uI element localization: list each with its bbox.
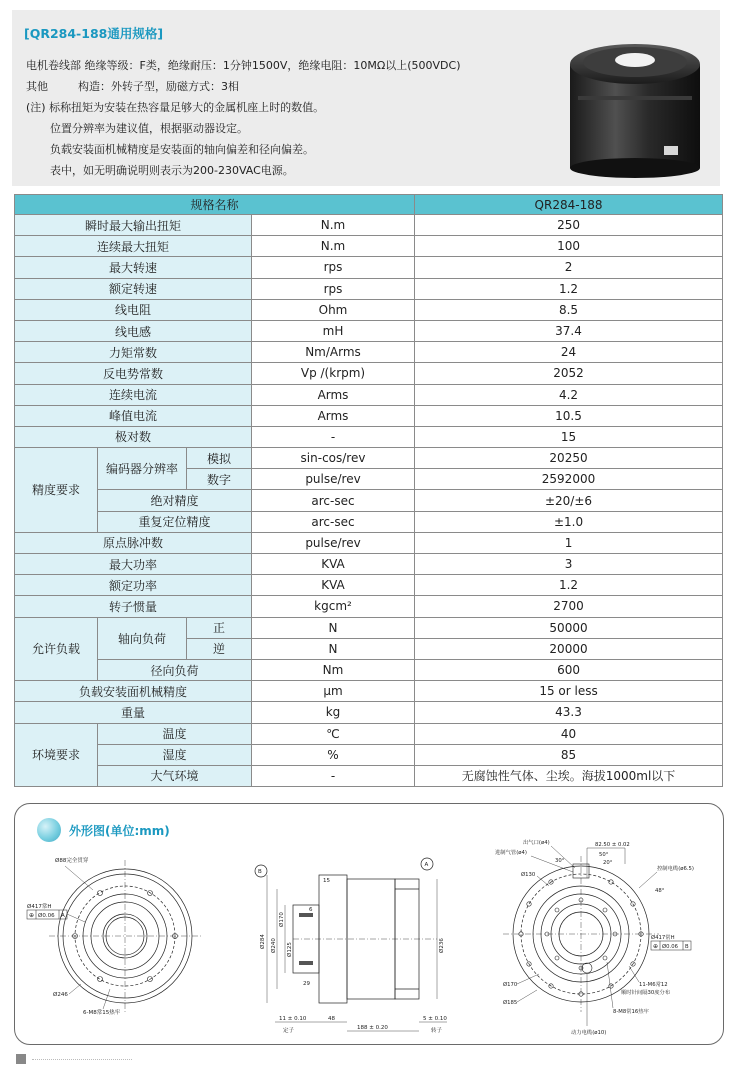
row-name: 反电势常数 xyxy=(15,363,252,384)
front-holes-label: 6-M8常15热牢 xyxy=(83,1010,121,1016)
row-unit: Arms xyxy=(252,384,415,405)
table-row xyxy=(15,236,723,257)
group-load: 允许负载 xyxy=(15,617,98,681)
row-value: 250 xyxy=(415,215,723,236)
header-line-6: 表中，如无明确说明则表示为200-230VAC电源。 xyxy=(50,164,294,177)
row-name: 径向负荷 xyxy=(98,659,252,680)
table-row xyxy=(15,681,723,702)
table-row xyxy=(15,596,723,617)
side-d125: Ø125 xyxy=(287,942,293,957)
row-value: 2 xyxy=(415,257,723,278)
rear-holes2: 8-M8常16热牢 xyxy=(613,1009,649,1015)
rear-holes1: 11-M6常12 xyxy=(639,982,668,988)
side-d236: Ø236 xyxy=(439,938,445,953)
rear-a20: 20° xyxy=(603,860,613,866)
row-value: ±1.0 xyxy=(415,511,723,532)
row-value: 15 xyxy=(415,426,723,447)
row-value: 1 xyxy=(415,532,723,553)
row-unit: μm xyxy=(252,681,415,702)
row-name: 连续最大扭矩 xyxy=(15,236,252,257)
side-t15: 15 xyxy=(323,878,330,884)
rear-tol: Ø417常H xyxy=(651,935,675,941)
subgroup-encoder: 编码器分辨率 xyxy=(98,448,187,490)
drawing-title: 外形图(单位:mm) xyxy=(69,823,170,838)
row-name: 最大功率 xyxy=(15,554,252,575)
row-unit: N.m xyxy=(252,215,415,236)
row-value: 4.2 xyxy=(415,384,723,405)
motor-photo xyxy=(560,26,710,180)
row-unit: Ohm xyxy=(252,299,415,320)
row-unit: ℃ xyxy=(252,723,415,744)
rear-flatness-label: Ø0.06 xyxy=(662,944,678,950)
row-name: 数字 xyxy=(187,469,252,490)
row-unit: Nm xyxy=(252,659,415,680)
table-row xyxy=(15,405,723,426)
row-value: 20000 xyxy=(415,638,723,659)
table-row xyxy=(15,384,723,405)
front-flatness-ref: A xyxy=(61,913,65,919)
row-name: 温度 xyxy=(98,723,252,744)
table-row xyxy=(15,215,723,236)
row-name: 额定转速 xyxy=(15,278,252,299)
spec-table xyxy=(14,194,723,787)
row-value: 无腐蚀性气体、尘埃。海拔1000ml以下 xyxy=(415,765,723,786)
table-row xyxy=(15,448,723,469)
table-row xyxy=(15,426,723,447)
side-view-drawing xyxy=(237,849,467,1039)
row-name: 重复定位精度 xyxy=(98,511,252,532)
row-unit: kg xyxy=(252,702,415,723)
header-line-4: 位置分辨率为建议值，根据驱动器设定。 xyxy=(50,122,248,135)
side-t5: 5 ± 0.10 xyxy=(423,1016,447,1022)
row-unit: pulse/rev xyxy=(252,469,415,490)
rear-d130: Ø130 xyxy=(521,872,536,878)
row-name: 线电阻 xyxy=(15,299,252,320)
row-value: 85 xyxy=(415,744,723,765)
spec-header xyxy=(12,10,720,186)
row-unit: Nm/Arms xyxy=(252,342,415,363)
row-value: 37.4 xyxy=(415,320,723,341)
row-name: 线电感 xyxy=(15,320,252,341)
row-name: 湿度 xyxy=(98,744,252,765)
header-model: QR284-188 xyxy=(415,195,723,215)
spec-title: [QR284-188通用规格] xyxy=(24,26,164,41)
table-row xyxy=(15,532,723,553)
side-d240: Ø240 xyxy=(271,938,277,953)
group-env: 环境要求 xyxy=(15,723,98,787)
table-header-row xyxy=(15,195,723,215)
row-unit: N xyxy=(252,638,415,659)
rear-inlet: 进制气管(ø4) xyxy=(495,850,527,856)
header-line-3: (注) 标称扭矩为安装在热容量足够大的金属机座上时的数值。 xyxy=(26,101,325,114)
rear-dim-a: 82.50 ± 0.02 xyxy=(595,842,630,848)
row-value: 8.5 xyxy=(415,299,723,320)
row-name: 最大转速 xyxy=(15,257,252,278)
rear-d170: Ø170 xyxy=(503,982,518,988)
row-name: 力矩常数 xyxy=(15,342,252,363)
row-name: 极对数 xyxy=(15,426,252,447)
side-ref-b: B xyxy=(258,869,262,875)
row-unit: Arms xyxy=(252,405,415,426)
front-view-drawing xyxy=(25,844,225,1034)
rear-flatness-ref: B xyxy=(685,944,689,950)
front-bolt-circle-label: Ø88完全贯穿 xyxy=(55,858,89,864)
table-row xyxy=(15,702,723,723)
footer-rule xyxy=(32,1059,132,1060)
row-value: 600 xyxy=(415,659,723,680)
table-row xyxy=(15,554,723,575)
header-line-2-prefix: 其他 xyxy=(26,80,48,93)
row-name: 重量 xyxy=(15,702,252,723)
table-row xyxy=(15,617,723,638)
row-value: 2592000 xyxy=(415,469,723,490)
header-line-2-text: 构造：外转子型，励磁方式：3相 xyxy=(78,80,239,93)
row-value: 50000 xyxy=(415,617,723,638)
row-value: 2052 xyxy=(415,363,723,384)
rear-view-drawing xyxy=(489,828,719,1040)
row-unit: - xyxy=(252,765,415,786)
rear-cable-pow: 动力电缆(ø10) xyxy=(571,1030,607,1036)
drawing-title-wrap xyxy=(37,818,170,842)
row-unit: mH xyxy=(252,320,415,341)
footer-square-icon xyxy=(16,1054,26,1064)
row-unit: N.m xyxy=(252,236,415,257)
row-value: 3 xyxy=(415,554,723,575)
front-tol-label: Ø417常H xyxy=(27,904,52,910)
row-name: 瞬时最大输出扭矩 xyxy=(15,215,252,236)
front-outer-dia: Ø246 xyxy=(53,992,68,998)
header-line-5: 负载安装面机械精度是安装面的轴向偏差和径向偏差。 xyxy=(50,143,314,156)
table-row xyxy=(15,575,723,596)
row-name: 额定功率 xyxy=(15,575,252,596)
rear-d185: Ø185 xyxy=(503,1000,518,1006)
row-value: 1.2 xyxy=(415,278,723,299)
table-row xyxy=(15,511,723,532)
table-row xyxy=(15,278,723,299)
side-d284: Ø284 xyxy=(260,934,266,949)
front-flatness-label: Ø0.06 xyxy=(38,913,55,919)
row-unit: pulse/rev xyxy=(252,532,415,553)
row-unit: N xyxy=(252,617,415,638)
table-row xyxy=(15,363,723,384)
row-name: 绝对精度 xyxy=(98,490,252,511)
row-unit: - xyxy=(252,426,415,447)
header-line-1: 电机卷线部 绝缘等级：F类，绝缘耐压：1分钟1500V，绝缘电阻：10MΩ以上(500VDC) xyxy=(26,59,461,72)
outline-drawing-panel xyxy=(14,803,724,1045)
row-unit: arc-sec xyxy=(252,490,415,511)
row-unit: kgcm² xyxy=(252,596,415,617)
row-name: 转子惯量 xyxy=(15,596,252,617)
row-name: 模拟 xyxy=(187,448,252,469)
row-value: 15 or less xyxy=(415,681,723,702)
row-unit: % xyxy=(252,744,415,765)
row-value: 24 xyxy=(415,342,723,363)
side-stator-label: 定子 xyxy=(283,1028,295,1034)
table-row xyxy=(15,342,723,363)
row-value: 10.5 xyxy=(415,405,723,426)
row-name: 原点脉冲数 xyxy=(15,532,252,553)
row-value: 100 xyxy=(415,236,723,257)
table-row xyxy=(15,744,723,765)
page-footer xyxy=(16,1052,136,1065)
rear-holes1b: 顺时针间隔30度分布 xyxy=(621,990,671,996)
header-spec-name: 规格名称 xyxy=(15,195,415,215)
bullet-ball-icon xyxy=(37,818,61,842)
rear-a50: 50° xyxy=(599,852,609,858)
row-value: 20250 xyxy=(415,448,723,469)
row-name: 负载安装面机械精度 xyxy=(15,681,252,702)
rear-position-icon: ⊕ xyxy=(653,943,659,950)
side-t188: 188 ± 0.20 xyxy=(357,1025,388,1031)
row-name: 大气环境 xyxy=(98,765,252,786)
table-row xyxy=(15,257,723,278)
rear-air-port: 出气口(ø4) xyxy=(523,840,550,846)
row-unit: Vp /(krpm) xyxy=(252,363,415,384)
header-line-2 xyxy=(26,78,239,94)
side-d170: Ø170 xyxy=(279,912,285,927)
row-unit: sin-cos/rev xyxy=(252,448,415,469)
side-rotor-label: 转子 xyxy=(431,1028,443,1034)
table-row xyxy=(15,299,723,320)
side-t6: 6 xyxy=(309,907,313,913)
row-value: 1.2 xyxy=(415,575,723,596)
side-t11: 11 ± 0.10 xyxy=(279,1016,307,1022)
row-value: ±20/±6 xyxy=(415,490,723,511)
table-row xyxy=(15,320,723,341)
side-t29: 29 xyxy=(303,981,310,987)
row-unit: KVA xyxy=(252,554,415,575)
subgroup-axial: 轴向负荷 xyxy=(98,617,187,659)
rear-a30: 30° xyxy=(555,858,565,864)
row-name: 峰值电流 xyxy=(15,405,252,426)
row-value: 43.3 xyxy=(415,702,723,723)
table-row xyxy=(15,490,723,511)
side-ref-a: A xyxy=(424,862,429,868)
row-name: 逆 xyxy=(187,638,252,659)
row-name: 连续电流 xyxy=(15,384,252,405)
group-precision: 精度要求 xyxy=(15,448,98,533)
row-unit: arc-sec xyxy=(252,511,415,532)
table-row xyxy=(15,659,723,680)
row-value: 40 xyxy=(415,723,723,744)
table-row xyxy=(15,723,723,744)
table-row xyxy=(15,765,723,786)
rear-cable-sig: 控制电缆(ø6.5) xyxy=(657,866,694,872)
front-position-icon: ⊕ xyxy=(29,912,35,919)
side-t48: 48 xyxy=(328,1016,335,1022)
row-unit: KVA xyxy=(252,575,415,596)
row-value: 2700 xyxy=(415,596,723,617)
row-name: 正 xyxy=(187,617,252,638)
row-unit: rps xyxy=(252,278,415,299)
rear-a48: 48° xyxy=(655,888,665,894)
row-unit: rps xyxy=(252,257,415,278)
